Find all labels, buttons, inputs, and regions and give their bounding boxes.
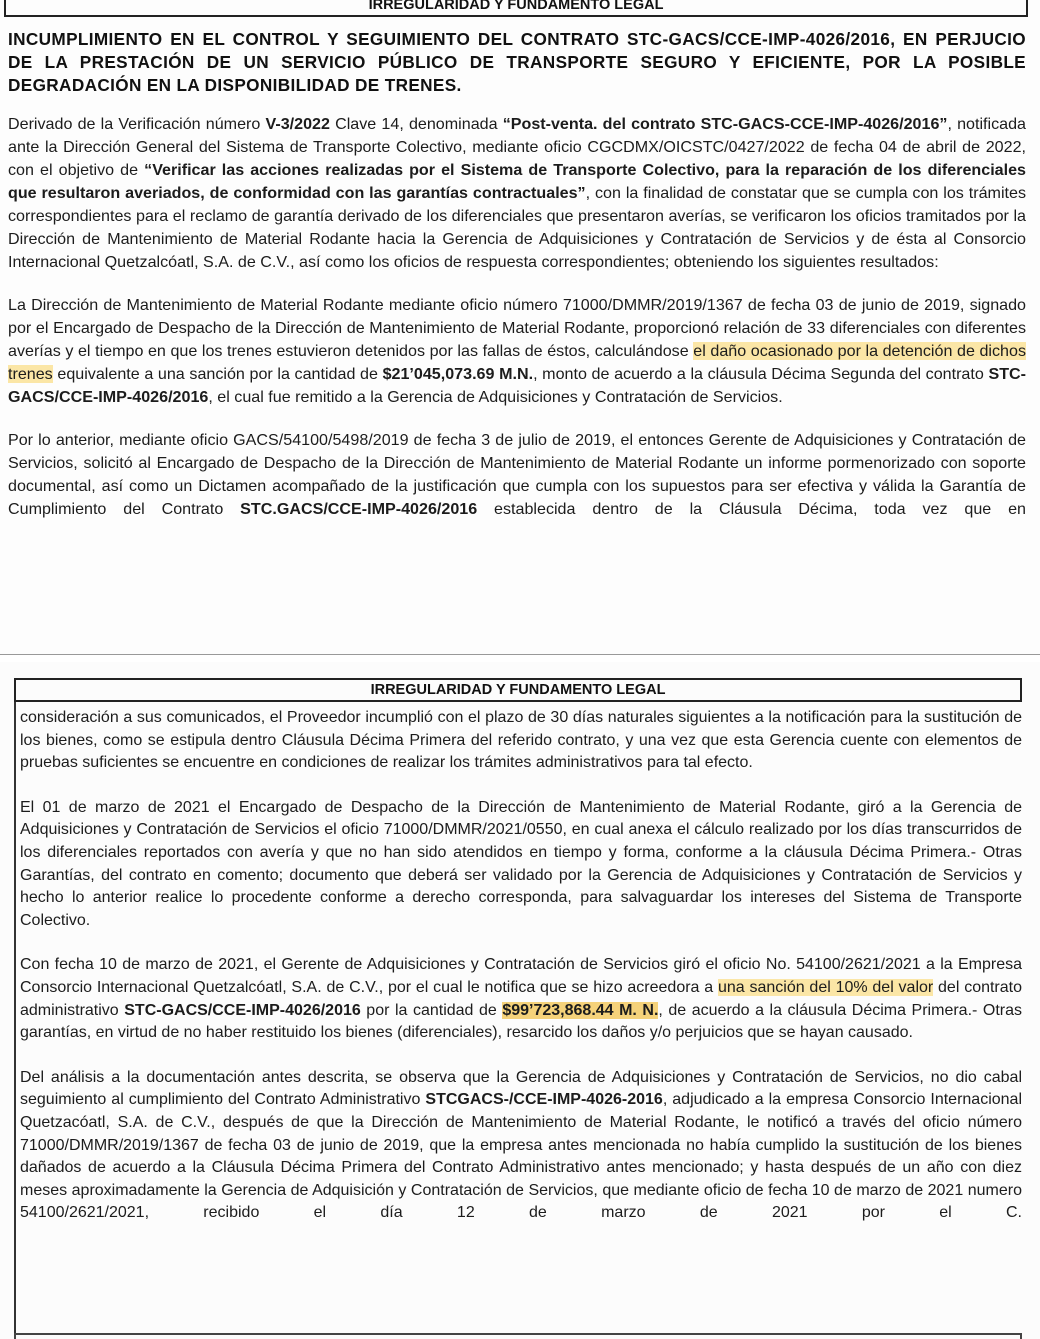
next-page-edge — [14, 1333, 1022, 1339]
section-header — [14, 678, 1022, 702]
text-run: , monto de acuerdo a la cláusula Décima Segunda del contrato — [533, 365, 989, 383]
contract-number: STC-GACS/CCE-IMP-4026/2016 — [8, 365, 1026, 406]
paragraph-continuation: consideración a sus comunicados, el Proveedor incumplió con el plazo de 30 días naturales siguientes a la notificación para la sustitución de los bienes, como se estipula dentro Cláusula Décima Primera del referido contrato, y una vez que esta Gerencia cuente con elementos de pruebas suficientes se encuentre en condiciones de realizar los trámites administrativos para tal efecto. — [20, 709, 1022, 772]
text-run: , el cual fue remitido a la Gerencia de Adquisiciones y Contratación de Servicios. — [208, 388, 783, 406]
text-run: , de acuerdo a la cláusula Décima Primera.- Otras garantías, en virtud de no haber restituido los bienes (diferenciales), resarcido los daños y/o perjuicios que se hayan causado. — [20, 1001, 1022, 1042]
highlighted-sanction-amount: $99’723,868.44 M. N. — [502, 1001, 659, 1019]
text-run: equivalente a una sanción por la cantidad de — [52, 365, 383, 383]
paragraph-march-10 — [20, 954, 1022, 1044]
text-run: , con la finalidad de constatar que se cumpla con los trámites correspondientes para el reclamo de garantía derivado de los diferenciales que presentaron averías, se verificaron los oficios tramitados por la Dirección de Mantenimiento de Material Rodante hacia la Gerencia de Adquisiciones y Contratación de Servicios y de ésta al Consorcio Internacional Quetzalcóatl, S.A. de C.V., así como los oficios de respuesta correspondientes; obteniendo los siguientes resultados: — [8, 184, 1026, 271]
section-header — [4, 0, 1028, 17]
highlighted-sanction-text: una sanción del 10% del valor — [717, 978, 934, 996]
document-page-2 — [0, 662, 1040, 1339]
paragraph-analysis — [20, 1067, 1022, 1225]
paragraph-march-01: El 01 de marzo de 2021 el Encargado de Despacho de la Dirección de Mantenimiento de Material Rodante, giró a la Gerencia de Adquisiciones y Contratación de Servicios el oficio 71000/DMMR/2021/0550, en cual anexa el cálculo realizado por los días transcurridos de los diferenciales reportados con avería y que no han sido atendidos en tiempo y forma, conforme a la cláusula Décima Primera.- Otras Garantías, del contrato en comento; documento que deberá ser validado por la Gerencia de Adquisiciones y Contratación de Servicios y hecho lo anterior realice lo procedente conforme a derecho corresponda, para salvaguardar los intereses del Sistema de Transporte Colectivo. — [20, 798, 1022, 929]
text-run: Clave 14, denominada — [329, 115, 503, 133]
text-run: Derivado de la Verificación número — [8, 115, 266, 133]
contract-number: STC-GACS/CCE-IMP-4026/2016 — [124, 1001, 361, 1019]
page-2-content — [20, 707, 1022, 1247]
document-page-1 — [0, 0, 1040, 656]
page-1-content — [8, 28, 1026, 541]
text-run: , adjudicado a la empresa Consorcio Internacional Quetzacóatl, S.A. de C.V., después de que la Dirección de Mantenimiento de Material Rodante, le notificó a través del oficio número 71000/DMMR/2019/1367 de fecha 03 de junio de 2019, que la empresa antes mencionada no había cumplido la sustitución de los bienes dañados de acuerdo a la Cláusula Décima Primera del Contrato Administrativo antes mencionado; y hasta después de un año con diez meses aproximadamente la Gerencia de Adquisición y Contratación de Servicios, que mediante oficio de fecha 10 de marzo de 2021 numero 54100/2621/2021, recibido el día 12 de marzo de 2021 por el C. — [20, 1091, 1023, 1222]
verification-name: “Post-venta. del contrato STC-GACS-CCE-IMP-4026/2016” — [502, 115, 948, 133]
highlighted-damage-text: el daño ocasionado por la detención de dichos trenes — [8, 342, 1026, 383]
contract-number: STC.GACS/CCE-IMP-4026/2016 — [240, 500, 478, 518]
verification-number: V-3/2022 — [265, 115, 330, 133]
paragraph-verification — [8, 113, 1026, 274]
sanction-amount: $21’045,073.69 M.N. — [382, 365, 534, 383]
document-title: INCUMPLIMIENTO EN EL CONTROL Y SEGUIMIENTO DEL CONTRATO STC-GACS/CCE-IMP-4026/2016, EN PERJUCIO DE LA PRESTACIÓN DE UN SERVICIO PÚBLICO DE TRANSPORTE SEGURO Y EFICIENTE, POR LA POSIBLE DEGRADACIÓN EN LA DISPONIBILIDAD DE TRENES. — [8, 29, 1026, 95]
text-run: Del análisis a la documentación antes descrita, se observa que la Gerencia de Adquisiciones y Contratación de Servicios, no dio cabal seguimiento al cumplimiento del Contrato Administrativo — [20, 1068, 1022, 1109]
verification-objective: “Verificar las acciones realizadas por el Sistema de Transporte Colectivo, para la reparación de los diferenciales que resultaron averiados, de conformidad con las garantías contractuales” — [8, 161, 1026, 202]
paragraph-gacs-request — [8, 429, 1026, 521]
text-run: Con fecha 10 de marzo de 2021, el Gerente de Adquisiciones y Contratación de Servicios giró el oficio No. 54100/2621/2021 a la Empresa Consorcio Internacional Quetzalcóatl, S.A. de C.V., por el cual le notifica que se hizo acreedora a — [20, 956, 1022, 996]
text-run: establecida dentro de la Cláusula Décima, toda vez que en — [477, 500, 1026, 518]
page-border-left — [14, 702, 16, 1339]
text-run: La Dirección de Mantenimiento de Material Rodante mediante oficio número 71000/DMMR/2019/1367 de fecha 03 de junio de 2019, signado por el Encargado de Despacho de la Dirección de Mantenimiento de Material Rodante, proporcionó relación de 33 diferenciales con diferentes averías y el tiempo en que los trenes estuvieron detenidos por las fallas de éstos, calculándose — [8, 296, 1026, 360]
paragraph-dmmr-report — [8, 294, 1026, 409]
text-run: Por lo anterior, mediante oficio GACS/54100/5498/2019 de fecha 3 de julio de 2019, el entonces Gerente de Adquisiciones y Contratación de Servicios, solicitó al Encargado de Despacho de la Dirección de Mantenimiento de Material Rodante un informe pormenorizado con soporte documental, así como un Dictamen acompañado de la justificación que cumpla con los supuestos para ser efectiva y válida la Garantía de Cumplimiento del Contrato — [8, 431, 1026, 518]
text-run: por la cantidad de — [360, 1001, 503, 1019]
text-run: del contrato administrativo — [20, 978, 1023, 1019]
text-run: , notificada ante la Dirección General del Sistema de Transporte Colectivo, mediante oficio CGCDMX/OICSTC/0427/2022 de fecha 04 de abril de 2022, con el objetivo de — [8, 115, 1026, 179]
contract-number: STCGACS-/CCE-IMP-4026-2016 — [425, 1091, 663, 1109]
section-header-label: IRREGULARIDAD Y FUNDAMENTO LEGAL — [368, 0, 664, 13]
section-header-label: IRREGULARIDAD Y FUNDAMENTO LEGAL — [370, 682, 666, 698]
